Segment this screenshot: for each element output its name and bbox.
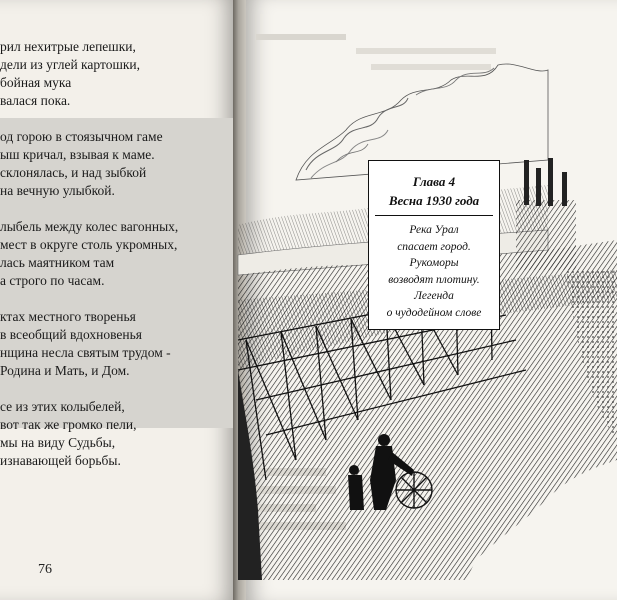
poem-line: рил нехитрые лепешки, (0, 39, 136, 54)
poem-line: а строго по часам. (0, 273, 105, 288)
poem-stanza (0, 128, 230, 200)
page-number: 76 (38, 562, 52, 577)
description-line: возводят плотину. (388, 273, 480, 286)
poem-line: бойная мука (0, 75, 72, 90)
poem-line: мест в округе столь укромных, (0, 237, 178, 252)
poem-line: лыбель между колес вагонных, (0, 219, 179, 234)
description-line: Рукоморы (409, 257, 459, 269)
description-line: о чудодейном слове (386, 306, 482, 319)
poem (0, 38, 230, 488)
poem-line: в всеобщий вдохновенья (0, 327, 142, 342)
poem-line: валася пока. (0, 93, 71, 108)
poem-line: се из этих колыбелей, (0, 399, 125, 414)
chapter-subtitle: Весна 1930 года (388, 193, 480, 208)
description-line: Легенда (414, 290, 454, 302)
chapter-title: Глава 4 (412, 174, 456, 189)
poem-line: мы на виду Судьбы, (0, 435, 116, 450)
poem-stanza (0, 308, 230, 380)
chapter-heading-box (368, 160, 500, 330)
poem-stanza (0, 38, 230, 110)
poem-line: Родина и Мать, и Дом. (0, 363, 130, 378)
poem-line: од горою в стоязычном гаме (0, 129, 163, 144)
description-line: Река Урал (409, 224, 459, 236)
poem-line: на вечную улыбкой. (0, 183, 115, 198)
poem-line: склонялась, и над зыбкой (0, 165, 147, 180)
poem-line: изнавающей борьбы. (0, 453, 121, 468)
poem-line: ктах местного творенья (0, 309, 136, 324)
chapter-description (369, 222, 499, 321)
poem-line: вот так же громко пели, (0, 417, 137, 432)
cart-wheel (396, 472, 432, 508)
description-line: спасает город. (397, 240, 471, 253)
poem-stanza (0, 218, 230, 290)
left-page (0, 0, 236, 600)
poem-line: лась маятником там (0, 255, 115, 270)
poem-line: дели из углей картошки, (0, 57, 141, 72)
poem-line: нщина несла святым трудом - (0, 345, 171, 360)
poem-line: ыш кричал, взывая к маме. (0, 147, 155, 162)
divider (375, 215, 493, 216)
poem-stanza (0, 398, 230, 470)
